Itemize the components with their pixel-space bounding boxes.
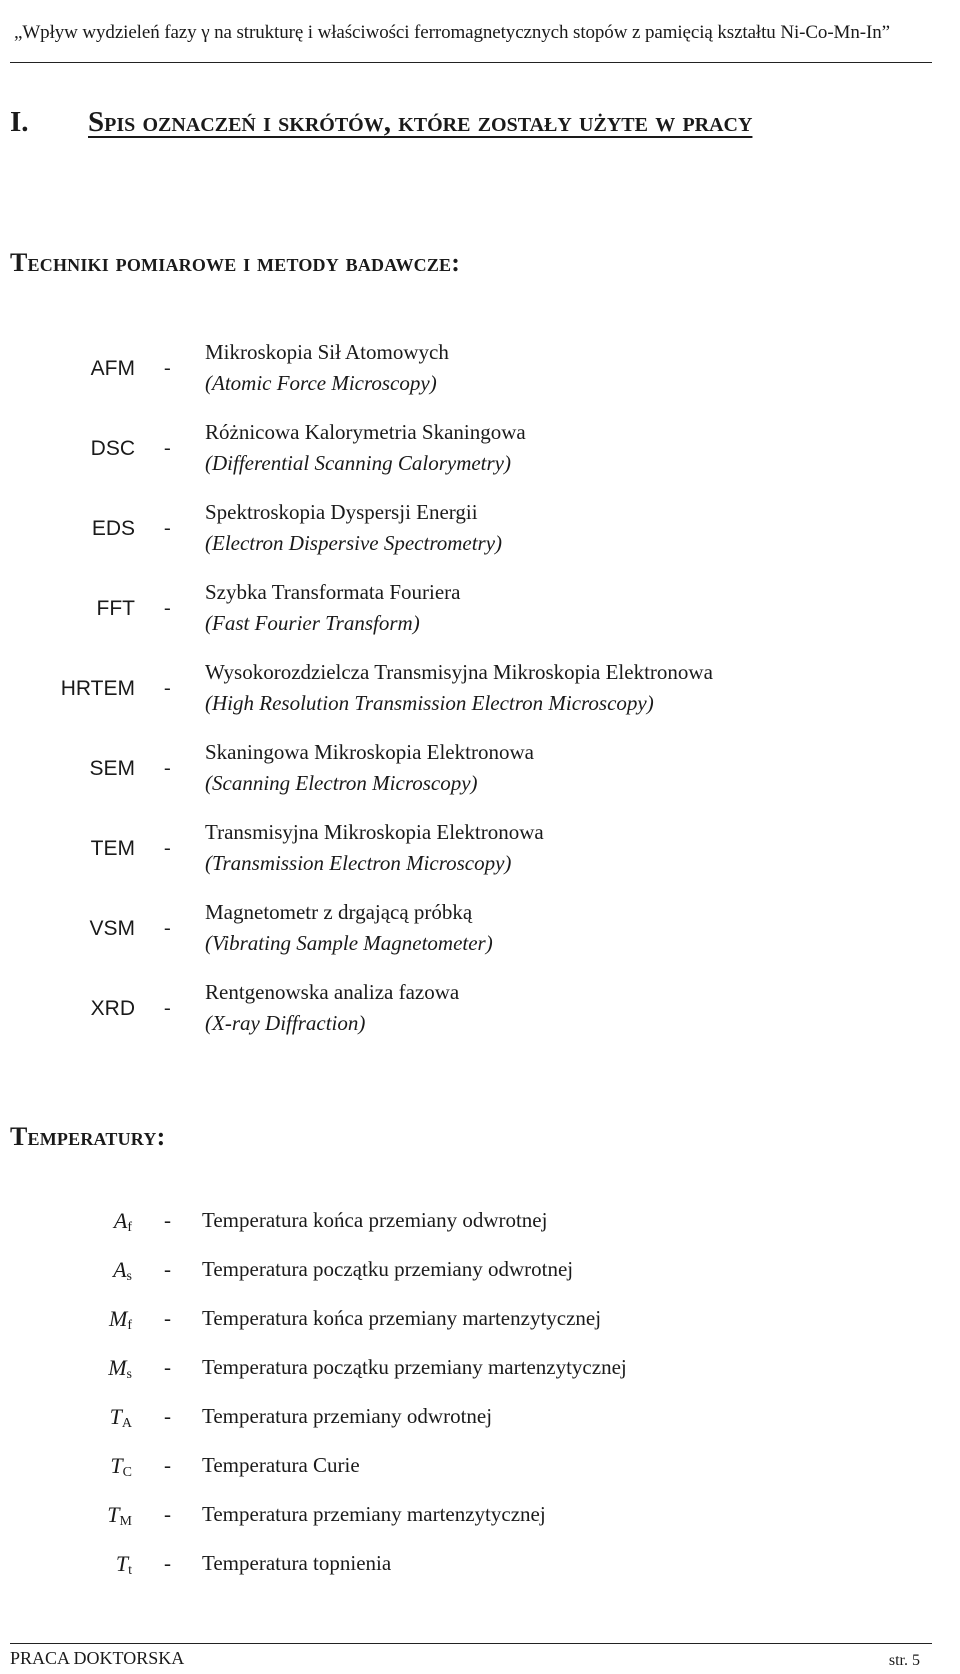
temperature-row (0, 1355, 940, 1404)
abbreviation-polish-name: Spektroskopia Dyspersji Energii (205, 500, 478, 524)
section-heading-temperatures: Temperatury: (10, 1122, 166, 1151)
temperature-description: Temperatura przemiany martenzytycznej (202, 1502, 546, 1526)
abbreviation-separator: - (164, 597, 171, 619)
abbreviation-polish-name: Rentgenowska analiza fazowa (205, 980, 460, 1004)
abbreviation-row (0, 420, 940, 500)
abbreviation-code: VSM (89, 917, 135, 940)
temperature-symbol: $T_A$ (109, 1404, 132, 1431)
temperature-symbol: $A_s$ (113, 1257, 132, 1284)
temperature-row (0, 1453, 940, 1502)
abbreviation-separator: - (164, 917, 171, 939)
abbreviation-polish-name: Transmisyjna Mikroskopia Elektronowa (205, 820, 544, 844)
footer-rule (10, 1643, 932, 1644)
temperature-separator: - (164, 1355, 171, 1379)
chapter-title: Spis oznaczeń i skrótów, które zostały użyte w pracy (88, 106, 753, 138)
abbreviation-polish-name: Skaningowa Mikroskopia Elektronowa (205, 740, 534, 764)
page-number: str. 5 (888, 1652, 920, 1669)
abbreviation-english-name: (Atomic Force Microscopy) (205, 371, 437, 395)
temperature-row (0, 1551, 940, 1600)
abbreviation-row (0, 340, 940, 420)
abbreviation-separator: - (164, 757, 171, 779)
abbreviation-separator: - (164, 437, 171, 459)
abbreviation-polish-name: Różnicowa Kalorymetria Skaningowa (205, 420, 526, 444)
temperature-description: Temperatura początku przemiany odwrotnej (202, 1257, 574, 1281)
abbreviation-list (0, 340, 940, 1060)
abbreviation-english-name: (Vibrating Sample Magnetometer) (205, 931, 493, 955)
temperature-separator: - (164, 1502, 171, 1526)
abbreviation-polish-name: Magnetometr z drgającą próbką (205, 900, 473, 924)
abbreviation-row (0, 500, 940, 580)
temperature-row (0, 1502, 940, 1551)
temperature-separator: - (164, 1208, 171, 1232)
abbreviation-code: HRTEM (60, 677, 135, 700)
temperature-separator: - (164, 1551, 171, 1575)
temperature-description: Temperatura Curie (202, 1453, 360, 1477)
abbreviation-polish-name: Wysokorozdzielcza Transmisyjna Mikroskopia Elektronowa (205, 660, 713, 684)
abbreviation-english-name: (X-ray Diffraction) (205, 1011, 366, 1035)
abbreviation-separator: - (164, 517, 171, 539)
abbreviation-english-name: (Fast Fourier Transform) (205, 611, 420, 635)
abbreviation-english-name: (High Resolution Transmission Electron Microscopy) (205, 691, 654, 715)
abbreviation-code: TEM (90, 837, 135, 860)
temperature-row (0, 1208, 940, 1257)
temperature-separator: - (164, 1404, 171, 1428)
abbreviation-row (0, 580, 940, 660)
temperature-separator: - (164, 1257, 171, 1281)
abbreviation-code: DSC (90, 437, 135, 460)
abbreviation-english-name: (Scanning Electron Microscopy) (205, 771, 478, 795)
abbreviation-row (0, 820, 940, 900)
temperature-symbol: $M_f$ (109, 1306, 132, 1333)
running-header: „Wpływ wydzieleń fazy γ na strukturę i właściwości ferromagnetycznych stopów z pamięcią kształtu Ni-Co-Mn-In” (14, 22, 890, 43)
abbreviation-row (0, 980, 940, 1060)
abbreviation-code: AFM (90, 357, 135, 380)
abbreviation-separator: - (164, 357, 171, 379)
abbreviation-row (0, 660, 940, 740)
abbreviation-english-name: (Differential Scanning Calorymetry) (205, 451, 511, 475)
temperature-symbol: $A_f$ (113, 1208, 132, 1235)
section-heading-techniques: Techniki pomiarowe i metody badawcze: (10, 248, 461, 277)
abbreviation-code: EDS (91, 517, 135, 540)
temperature-row (0, 1404, 940, 1453)
temperature-description: Temperatura końca przemiany odwrotnej (202, 1208, 548, 1232)
temperature-description: Temperatura przemiany odwrotnej (202, 1404, 493, 1428)
abbreviation-code: FFT (96, 597, 135, 620)
abbreviation-code: SEM (89, 757, 135, 780)
abbreviation-separator: - (164, 677, 171, 699)
header-rule (10, 62, 932, 63)
abbreviation-english-name: (Transmission Electron Microscopy) (205, 851, 512, 875)
abbreviation-polish-name: Szybka Transformata Fouriera (205, 580, 461, 604)
temperature-description: Temperatura początku przemiany martenzytycznej (202, 1355, 627, 1379)
temperature-symbol: $T_M$ (107, 1502, 132, 1529)
abbreviation-row (0, 900, 940, 980)
abbreviation-separator: - (164, 837, 171, 859)
abbreviation-english-name: (Electron Dispersive Spectrometry) (205, 531, 503, 555)
temperature-row (0, 1257, 940, 1306)
temperature-row (0, 1306, 940, 1355)
abbreviation-row (0, 740, 940, 820)
temperature-separator: - (164, 1453, 171, 1477)
temperature-symbol: $M_s$ (108, 1355, 132, 1382)
temperature-symbol-list (0, 1208, 940, 1600)
temperature-description: Temperatura końca przemiany martenzytycznej (202, 1306, 602, 1330)
chapter-number: I. (10, 106, 29, 138)
abbreviation-polish-name: Mikroskopia Sił Atomowych (205, 340, 449, 364)
temperature-separator: - (164, 1306, 171, 1330)
abbreviation-separator: - (164, 997, 171, 1019)
temperature-symbol: $T_C$ (110, 1453, 132, 1480)
temperature-symbol: $T_t$ (115, 1551, 132, 1578)
footer-document-type: PRACA DOKTORSKA (10, 1648, 185, 1668)
abbreviation-code: XRD (90, 997, 135, 1020)
temperature-description: Temperatura topnienia (202, 1551, 392, 1575)
